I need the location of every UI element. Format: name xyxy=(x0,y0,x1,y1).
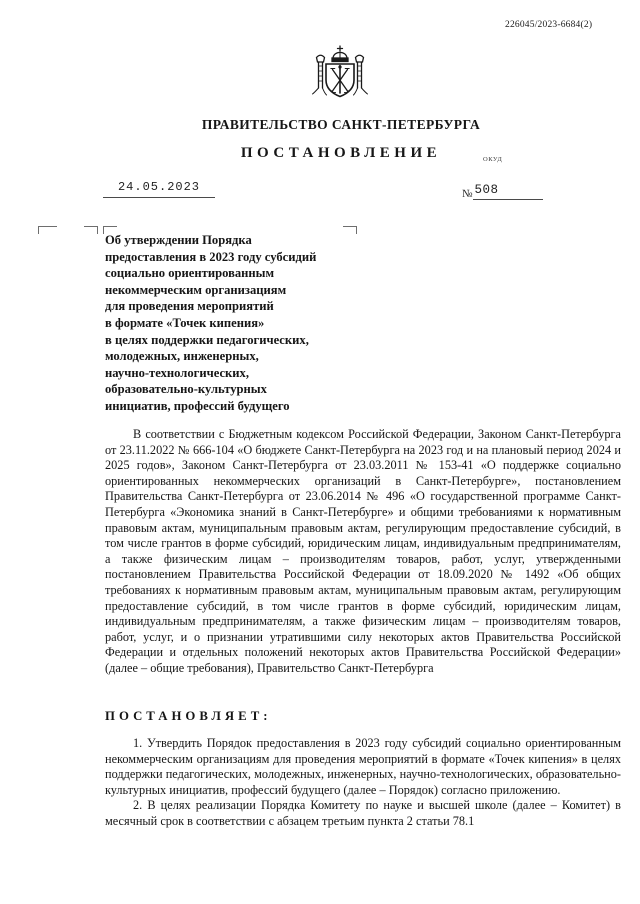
title-line: предоставления в 2023 году субсидий xyxy=(105,249,317,264)
title-line: инициатив, профессий будущего xyxy=(105,398,290,413)
title-line: молодежных, инженерных, xyxy=(105,349,259,364)
resolution-paragraph: 1. Утвердить Порядок предоставления в 2023 году субсидий социально ориентированным некоммерческим организациям для проведения мероприятий в формате «Точек кипения» в целях поддержки педагогических, молодежных, инженерных, научно-технологических, образовательно-культурных инициатив, профессий будущего (далее – Порядок) согласно приложению. xyxy=(105,736,621,797)
document-date: 24.05.2023 xyxy=(103,180,215,198)
government-name: ПРАВИТЕЛЬСТВО САНКТ-ПЕТЕРБУРГА xyxy=(201,117,481,132)
document-number xyxy=(462,183,543,200)
title-line: в формате «Точек кипения» xyxy=(105,315,265,330)
title-line: для проведения мероприятий xyxy=(105,299,274,314)
okud-label: ОКУД xyxy=(483,156,503,163)
title-line: некоммерческим организациям xyxy=(105,282,287,297)
resolution-paragraphs xyxy=(105,736,621,830)
resolution-paragraph: 2. В целях реализации Порядка Комитету по науке и высшей школе (далее – Комитет) в месячный срок в соответствии с абзацем третьим пункта 2 статьи 78.1 xyxy=(105,798,621,828)
title-line: в целях поддержки педагогических, xyxy=(105,332,309,347)
title-line: научно-технологических, xyxy=(105,365,249,380)
coat-of-arms-icon xyxy=(310,44,370,108)
title-line: образовательно-культурных xyxy=(105,382,267,397)
title-line: социально ориентированным xyxy=(105,266,275,281)
document-number-value: 508 xyxy=(473,183,543,200)
number-sign: № xyxy=(462,188,473,200)
registration-reference: 226045/2023-6684(2) xyxy=(505,20,593,30)
document-title-block xyxy=(105,232,365,415)
preamble-paragraph: В соответствии с Бюджетным кодексом Российской Федерации, Законом Санкт-Петербурга от 23.11.2022 № 666-104 «О бюджете Санкт-Петербурга на 2023 год и на плановый период 2024 и 2025 годов», Законом Санкт-Петербурга от 23.03.2011 № 153-41 «О поддержке социально ориентированных некоммерческих организаций в Санкт-Петербурге», постановлением Правительства Санкт-Петербурга от 23.06.2014 № 496 «О государственной программе Санкт-Петербурга «Экономика знаний в Санкт-Петербурге» и общими требованиями к нормативным правовым актам, муниципальным правовым актам, регулирующим предоставление субсидий, в том числе грантов в форме субсидий, юридическим лицам, индивидуальным предпринимателям, а также физическим лицам – производителям товаров, работ, услуг, утвержденными постановлением Правительства Российской Федерации от 18.09.2020 № 1492 «Об общих требованиях к нормативным правовым актам, муниципальным правовым актам, регулирующим предоставление субсидий, в том числе грантов в форме субсидий, юридическим лицам, индивидуальным предпринимателям, а также физическим лицам – производителям товаров, работ, услуг, и о признании утратившими силу некоторых актов Правительства Российской Федерации и отдельных положений некоторых актов Правительства Российской Федерации» (далее – общие требования), Правительство Санкт-Петербурга xyxy=(105,427,621,675)
title-line: Об утверждении Порядка xyxy=(105,233,252,247)
resolves-heading: ПОСТАНОВЛЯЕТ: xyxy=(105,709,272,723)
corner-mark xyxy=(38,226,57,234)
corner-mark xyxy=(84,226,98,234)
document-type-title: ПОСТАНОВЛЕНИЕ xyxy=(240,145,442,161)
